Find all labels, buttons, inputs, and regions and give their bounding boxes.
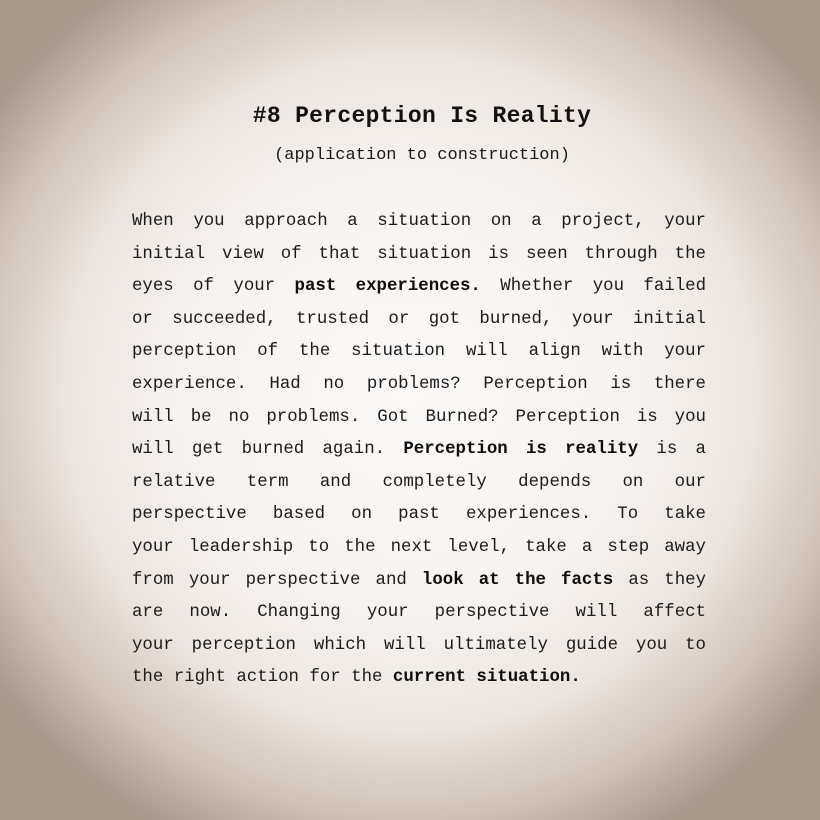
body-text-segment: your perception which will ultimately guide you to <box>132 635 706 655</box>
body-text-segment: is a <box>656 440 706 460</box>
body-text-segment: When you approach a situation on a project, your <box>132 212 706 231</box>
body-line <box>132 336 706 369</box>
body-text-segment: will be no problems. Got Burned? Perception is you <box>132 407 706 427</box>
body-text-segment: Whether you failed <box>500 277 706 297</box>
body-line <box>132 271 706 304</box>
body-line <box>132 402 706 435</box>
body-text-segment: are now. Changing your perspective will affect <box>132 603 706 623</box>
body-line <box>132 369 706 402</box>
body-line <box>132 206 706 239</box>
emphasis-past-experiences: past experiences. <box>294 277 481 297</box>
body-line <box>132 304 706 337</box>
body-line <box>132 434 706 467</box>
body-text-segment: or succeeded, trusted or got burned, your initial <box>132 309 706 329</box>
body-text-segment: will get burned again. <box>132 440 386 460</box>
body-text-segment: relative term and completely depends on our <box>132 472 706 492</box>
body-line <box>132 499 706 532</box>
body-text-segment: experience. Had no problems? Perception is there <box>132 374 706 394</box>
body-line <box>132 630 706 663</box>
body-line <box>132 662 706 695</box>
body-text-segment: as they <box>628 570 706 590</box>
emphasis-look-at-the-facts: look at the facts <box>421 570 614 590</box>
body-line <box>132 467 706 500</box>
body-text-segment: from your perspective and <box>132 570 407 590</box>
body-text-segment: perspective based on past experiences. To take <box>132 505 706 525</box>
emphasis-perception-is-reality: Perception is reality <box>403 440 639 460</box>
body-text-segment: perception of the situation will align with your <box>132 342 706 362</box>
body-line <box>132 532 706 565</box>
body-paragraph <box>132 206 706 695</box>
body-line <box>132 239 706 272</box>
body-text-segment: initial view of that situation is seen through the <box>132 244 706 264</box>
body-text-segment: the right action for the <box>132 668 383 688</box>
body-text-segment: eyes of your <box>132 277 276 297</box>
page-title: #8 Perception Is Reality <box>252 103 592 129</box>
page-subtitle: (application to construction) <box>274 146 570 165</box>
body-text-segment: your leadership to the next level, take a step away <box>132 537 706 557</box>
body-line <box>132 565 706 598</box>
emphasis-current-situation: current situation. <box>392 668 581 688</box>
body-line <box>132 597 706 630</box>
